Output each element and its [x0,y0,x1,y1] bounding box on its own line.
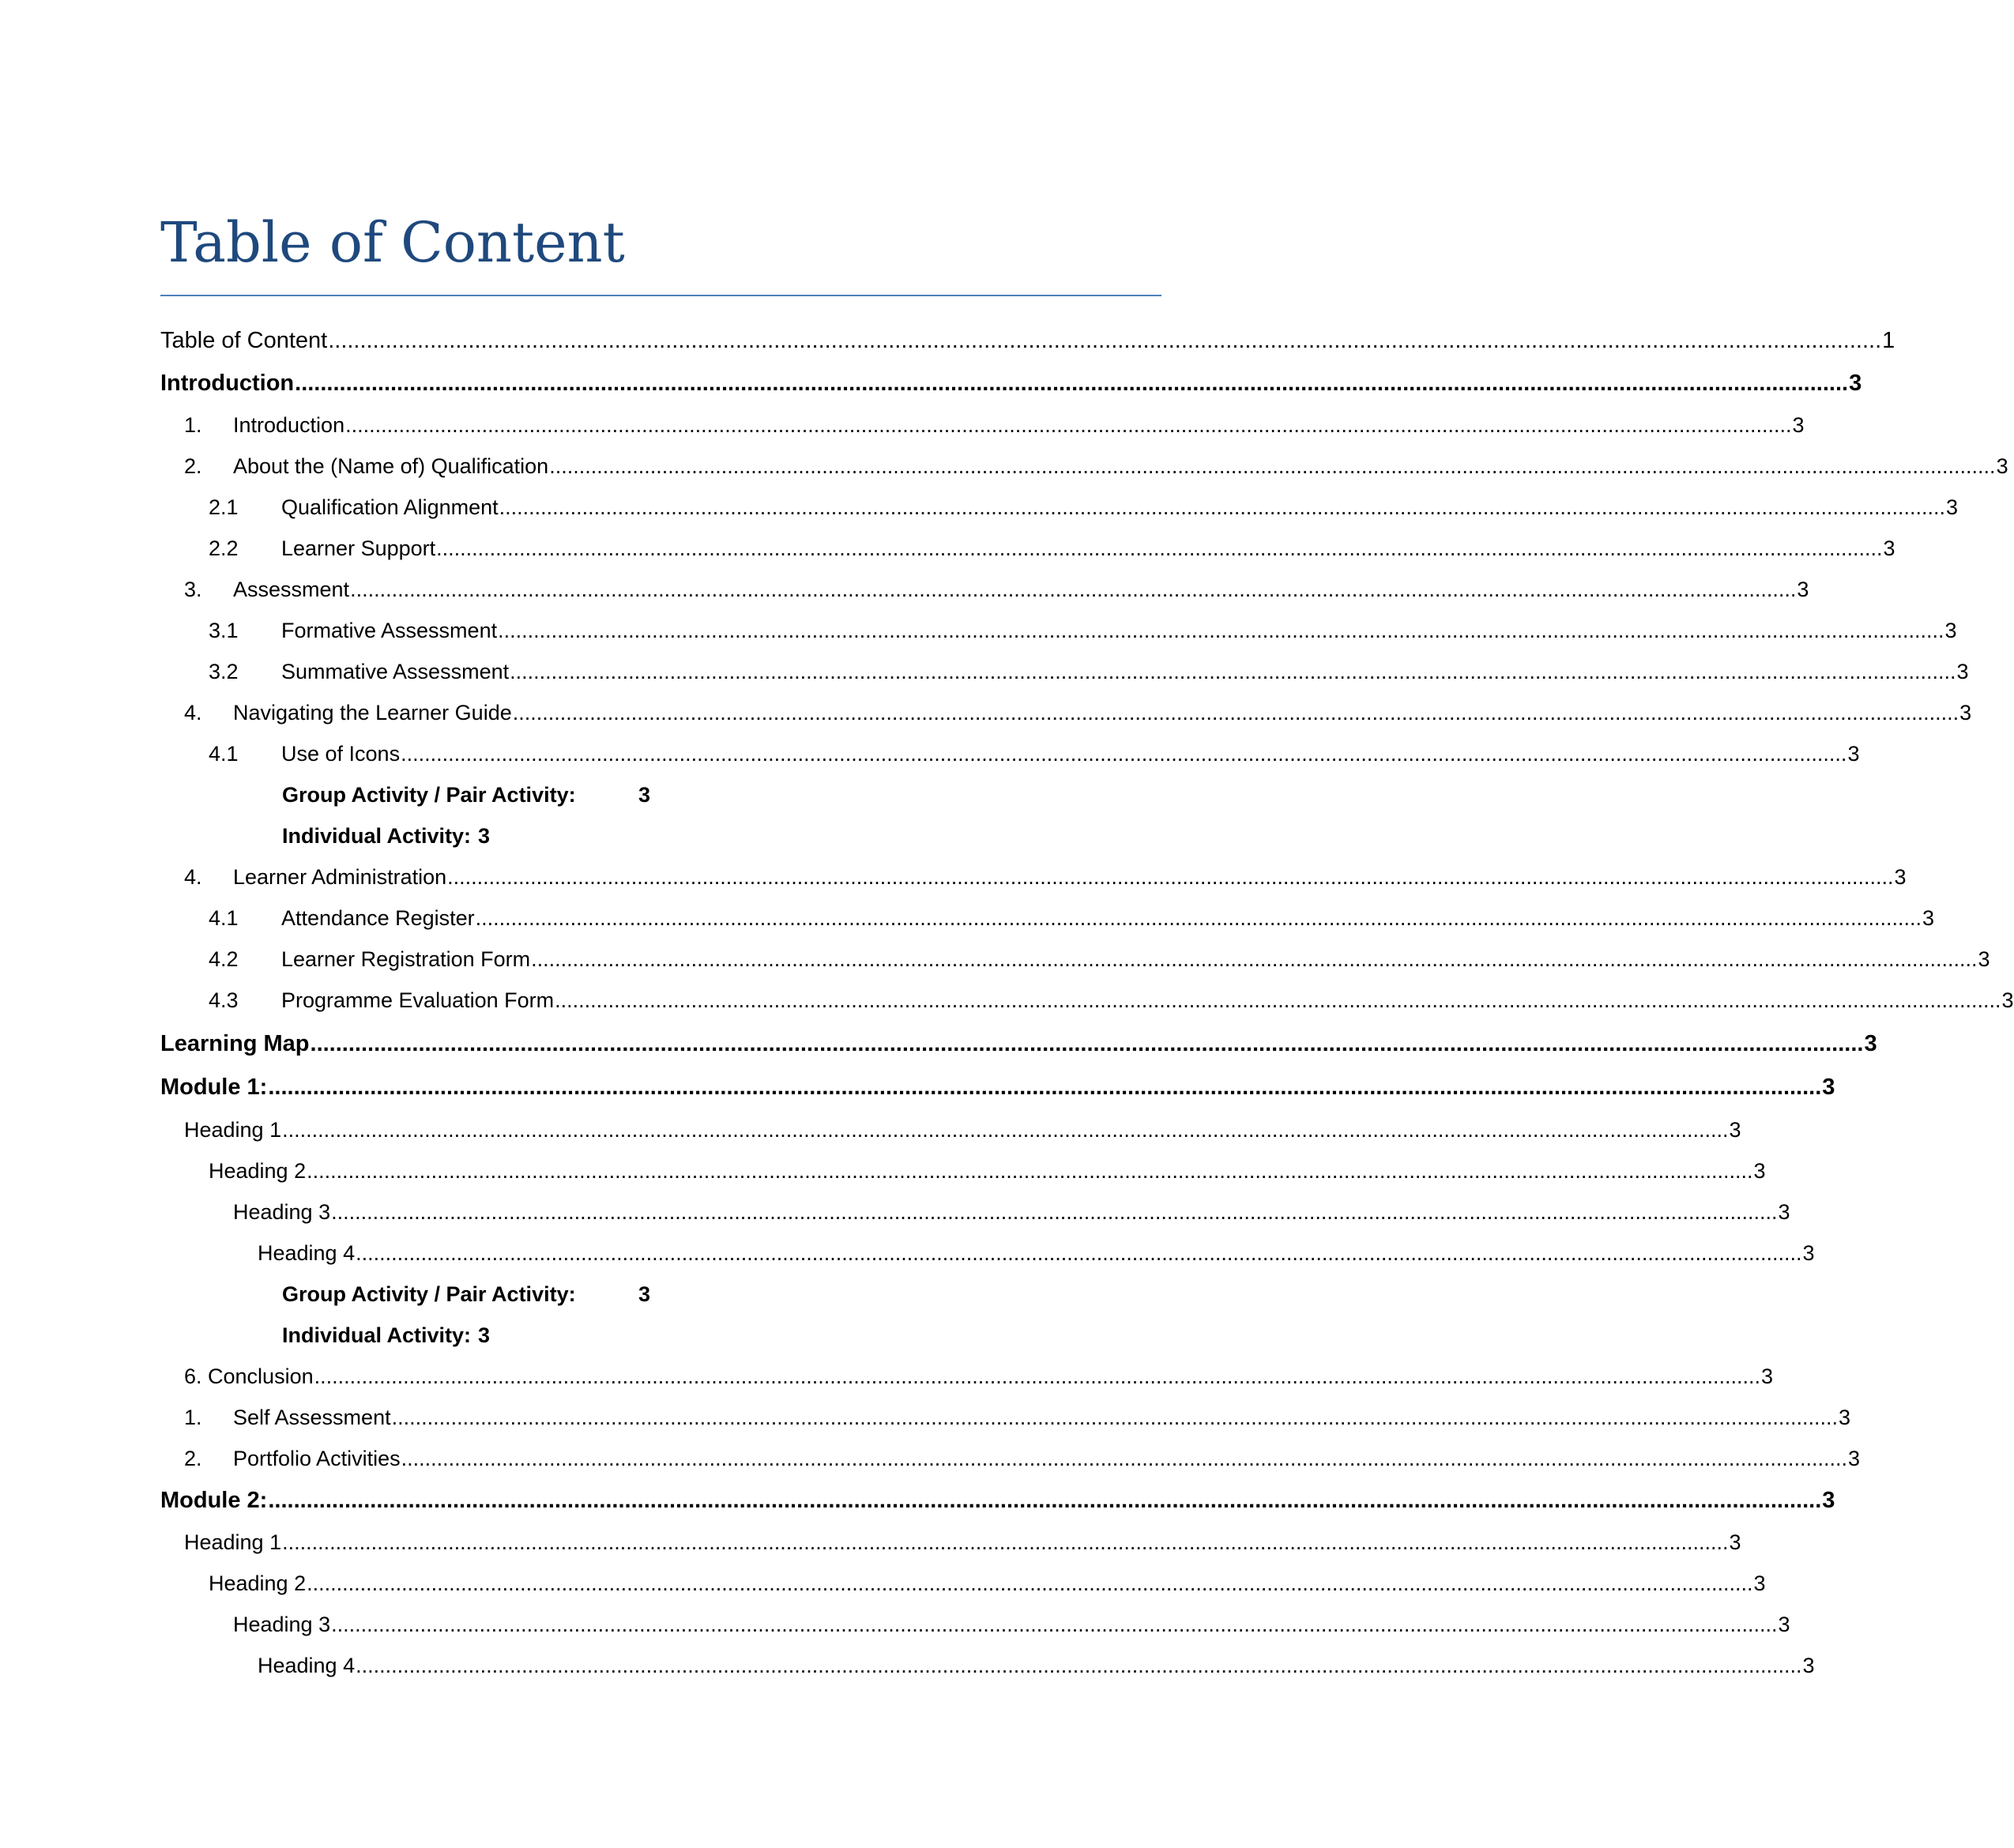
toc-entry[interactable] [209,742,1860,773]
toc-dot-leader: .................................................................................................................................................................................................................................................... [282,1118,1729,1142]
toc-entry[interactable] [184,413,1805,445]
toc-dot-leader: .................................................................................................................................................................................................................................................... [531,947,1978,971]
toc-dot-leader: .................................................................................................................................................................................................................................................... [331,1200,1778,1224]
toc-entry-number: 2.2 [209,536,239,560]
toc-dot-leader: .................................................................................................................................................................................................................................................... [447,865,1894,889]
toc-entry-label: Module 2: [160,1488,268,1513]
toc-dot-leader: .................................................................................................................................................................................................................................................... [307,1159,1753,1183]
toc-entry[interactable] [209,1571,1766,1603]
toc-entry-label: Module 1: [160,1075,268,1100]
toc-entry[interactable] [184,1364,1773,1396]
toc-entry-number: 4. [184,701,202,725]
toc-entry[interactable] [160,1488,1835,1519]
toc-dot-leader: .................................................................................................................................................................................................................................................... [328,328,1882,353]
toc-entry-page-number: 3 [1847,742,1860,766]
toc-entry-label: Learner Registration Form [281,947,531,971]
toc-entry-number: 4.3 [209,988,239,1012]
toc-entry-label: Introduction [233,413,345,437]
toc-entry-label: Learner Administration [233,865,447,889]
toc-entry[interactable] [233,1200,1790,1232]
toc-entry[interactable] [209,988,2014,1020]
toc-entry-label: Heading 4 [258,1241,356,1265]
toc-entry-label: Group Activity / Pair Activity: [282,783,576,807]
toc-dot-leader: .................................................................................................................................................................................................................................................... [356,1654,1802,1677]
toc-entry-page-number: 3 [1883,536,1895,560]
toc-entry[interactable] [184,1406,1850,1437]
page-title: Table of Content [160,210,625,275]
toc-dot-leader: .................................................................................................................................................................................................................................................... [310,1031,1864,1056]
toc-entry-label: Formative Assessment [281,619,498,642]
toc-dot-leader: .................................................................................................................................................................................................................................................... [401,1447,1847,1470]
toc-entry[interactable] [184,865,1907,897]
toc-dot-leader: .................................................................................................................................................................................................................................................... [499,495,1946,519]
toc-entry-label: Attendance Register [281,906,475,930]
toc-entry-label: Table of Content [160,328,328,353]
toc-dot-leader: .................................................................................................................................................................................................................................................... [356,1241,1802,1265]
toc-entry-number: 3. [184,578,202,601]
toc-entry[interactable] [258,1241,1815,1273]
toc-entry-page-number: 3 [1753,1159,1766,1183]
toc-entry-page-number: 3 [1802,1241,1815,1265]
toc-entry-page-number: 3 [1729,1530,1741,1554]
toc-entry-label: Summative Assessment [281,660,510,683]
toc-entry-label: Heading 2 [209,1159,307,1183]
toc-entry-label: Heading 3 [233,1200,331,1224]
toc-entry-label: Assessment [233,578,350,601]
toc-entry-page-number: 3 [2001,988,2014,1012]
toc-entry-label: Use of Icons [281,742,401,766]
toc-entry-page-number: 3 [1760,1364,1773,1388]
toc-entry-label: Learner Support [281,536,436,560]
toc-entry[interactable] [233,1613,1790,1644]
toc-dot-leader: .................................................................................................................................................................................................................................................... [549,454,1996,478]
toc-entry[interactable] [209,495,1959,527]
toc-entry-label: Heading 3 [233,1613,331,1636]
toc-entry[interactable] [258,1654,1815,1685]
toc-entry-page-number: 3 [1956,660,1969,683]
toc-entry[interactable] [160,1075,1835,1106]
toc-entry-label: Heading 1 [184,1530,282,1554]
toc-dot-leader: .................................................................................................................................................................................................................................................... [510,660,1956,683]
toc-entry-page-number: 3 [1849,371,1862,396]
toc-entry-page-number: 3 [1778,1200,1790,1224]
toc-entry-label: Heading 4 [258,1654,356,1677]
toc-entry-label: Group Activity / Pair Activity: [282,1282,576,1306]
toc-entry-label: Heading 1 [184,1118,282,1142]
toc-entry-number: 1. [184,1406,202,1429]
toc-entry-label: Individual Activity: [282,1323,472,1347]
toc-dot-leader: .................................................................................................................................................................................................................................................... [391,1406,1838,1429]
toc-entry-page-number: 3 [1922,906,1935,930]
toc-entry-label: Programme Evaluation Form [281,988,555,1012]
toc-dot-leader: .................................................................................................................................................................................................................................................... [555,988,2001,1012]
toc-entry-page-number: 3 [1822,1075,1835,1100]
toc-dot-leader: .................................................................................................................................................................................................................................................... [350,578,1797,601]
toc-entry[interactable] [184,701,1972,732]
toc-entry-page-number: 3 [1778,1613,1790,1636]
toc-entry[interactable] [184,1530,1741,1562]
toc-dot-leader: .................................................................................................................................................................................................................................................... [401,742,1847,766]
toc-entry[interactable] [184,578,1809,609]
toc-entry-page-number: 3 [1978,947,1990,971]
toc-entry-label: Navigating the Learner Guide [233,701,512,725]
toc-entry-number: 4.2 [209,947,239,971]
toc-dot-leader: .................................................................................................................................................................................................................................................... [268,1488,1822,1513]
toc-entry-page-number: 3 [1822,1488,1835,1513]
toc-entry-number: 3.1 [209,619,239,642]
toc-dot-leader: .................................................................................................................................................................................................................................................... [295,371,1849,396]
toc-entry-label: Learning Map [160,1031,310,1056]
toc-entry-page-number: 3 [1946,495,1959,519]
toc-entry[interactable] [209,947,1990,979]
toc-entry-number: 1. [184,413,202,437]
toc-entry[interactable] [160,328,1895,359]
toc-dot-leader: .................................................................................................................................................................................................................................................... [307,1571,1753,1595]
toc-entry-page-number: 3 [1797,578,1809,601]
toc-entry-page-number: 3 [638,1282,651,1306]
toc-entry-page-number: 3 [1944,619,1957,642]
toc-entry-number: 3.2 [209,660,239,683]
toc-entry[interactable] [160,1031,1877,1063]
toc-entry[interactable] [184,1118,1741,1150]
toc-entry-page-number: 3 [478,1323,491,1347]
toc-entry[interactable] [160,371,1862,402]
toc-entry[interactable] [209,1159,1766,1191]
toc-entry[interactable] [209,536,1895,568]
toc-dot-leader: .................................................................................................................................................................................................................................................... [314,1364,1760,1388]
toc-entry-page-number: 3 [1792,413,1805,437]
toc-entry-number: 2. [184,1447,202,1470]
toc-entry-page-number: 3 [1847,1447,1860,1470]
toc-entry[interactable] [184,1447,1860,1478]
toc-entry-number: 4.1 [209,742,239,766]
toc-entry-label: About the (Name of) Qualification [233,454,549,478]
toc-entry[interactable] [209,906,1935,938]
toc-entry-number: 4.1 [209,906,239,930]
toc-entry-page-number: 3 [478,824,491,848]
toc-entry-label: Individual Activity: [282,824,472,848]
toc-entry-page-number: 3 [1996,454,2008,478]
toc-entry-number: 2.1 [209,495,239,519]
toc-entry-page-number: 3 [1864,1031,1877,1056]
toc-entry-label: Qualification Alignment [281,495,499,519]
toc-entry[interactable] [209,619,1957,650]
toc-dot-leader: .................................................................................................................................................................................................................................................... [436,536,1883,560]
toc-entry-page-number: 3 [1838,1406,1850,1429]
toc-entry-page-number: 1 [1882,328,1895,353]
toc-entry-label: 6. Conclusion [184,1364,314,1388]
toc-entry-label: Heading 2 [209,1571,307,1595]
toc-dot-leader: .................................................................................................................................................................................................................................................... [282,1530,1729,1554]
toc-dot-leader: .................................................................................................................................................................................................................................................... [512,701,1959,725]
toc-entry-page-number: 3 [1729,1118,1741,1142]
toc-entry-page-number: 3 [638,783,651,807]
toc-dot-leader: .................................................................................................................................................................................................................................................... [475,906,1922,930]
toc-entry-page-number: 3 [1753,1571,1766,1595]
toc-dot-leader: .................................................................................................................................................................................................................................................... [331,1613,1778,1636]
toc-entry-label: Portfolio Activities [233,1447,401,1470]
toc-dot-leader: .................................................................................................................................................................................................................................................... [498,619,1944,642]
toc-dot-leader: .................................................................................................................................................................................................................................................... [345,413,1792,437]
toc-entry-page-number: 3 [1894,865,1907,889]
toc-entry-label: Introduction [160,371,295,396]
toc-entry-number: 2. [184,454,202,478]
toc-entry-page-number: 3 [1802,1654,1815,1677]
toc-entry-page-number: 3 [1959,701,1972,725]
toc-entry[interactable] [209,660,1969,691]
toc-dot-leader: .................................................................................................................................................................................................................................................... [268,1075,1822,1100]
toc-entry-number: 4. [184,865,202,889]
toc-entry[interactable] [184,454,2008,486]
toc-entry-label: Self Assessment [233,1406,391,1429]
